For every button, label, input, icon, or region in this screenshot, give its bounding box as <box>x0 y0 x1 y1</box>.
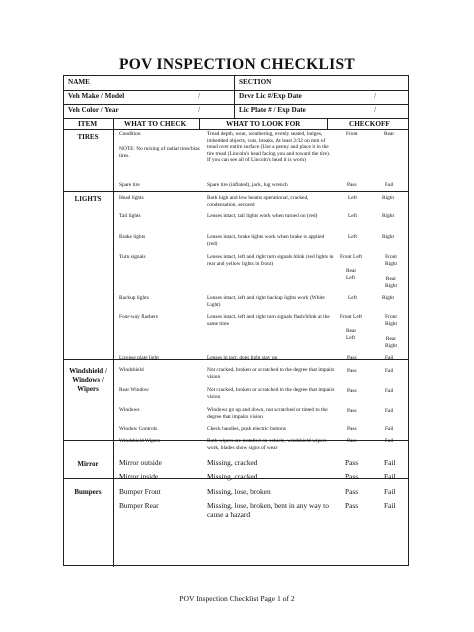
drvr-lic-label: Drvr Lic #/Exp Date <box>239 92 302 100</box>
look-turn-signals: Lenses intact, left and right turn signals blink (red lights in rear and yellow lights in front) <box>207 254 334 267</box>
item-mirror: Mirror <box>77 460 99 468</box>
wipers-pass[interactable]: Pass <box>347 438 357 444</box>
look-window-controls: Check handles, push electric buttons <box>207 426 286 432</box>
bumper-front-pass[interactable]: Pass <box>345 487 359 496</box>
veh-color-slash: / <box>198 106 200 114</box>
look-bumper-rear: Missing, lose, broken, bent in any way to cause a hazard <box>207 501 329 519</box>
check-windshield: Windshield <box>119 367 144 373</box>
item-lights: LIGHTS <box>74 195 102 203</box>
check-tail-lights: Tail lights <box>119 213 141 219</box>
look-windshield-wipers: Both wipers are installed on vehicle, windshield wipers work, blades show signs of wear <box>207 438 327 451</box>
look-head-lights: Both high and low beams operational, cracked, condensation, secured <box>207 195 309 208</box>
look-license-plate-light: Lenses in tact, does light stay on <box>207 355 278 361</box>
turn-front-right[interactable]: Front Right <box>385 254 397 267</box>
check-head-lights: Head lights <box>119 195 144 201</box>
brake-left[interactable]: Left <box>348 234 357 240</box>
check-backup-lights: Backup lights <box>119 295 149 301</box>
look-windshield: Not cracked, broken or scratched to the degree that impairs vision <box>207 367 335 380</box>
check-rear-window: Rear Window <box>119 387 149 393</box>
controls-pass[interactable]: Pass <box>347 426 357 432</box>
tail-left[interactable]: Left <box>348 213 357 219</box>
check-tires-note: NOTE: No mixing of radial tires/bias tires. <box>119 146 200 159</box>
mirror-outside-pass[interactable]: Pass <box>345 458 359 467</box>
windshield-fail[interactable]: Fail <box>385 368 394 374</box>
plate-pass[interactable]: Pass <box>347 355 357 361</box>
look-tires: Tread depth, wear, weathering, evenly seated, bulges, imbedded objects, cuts, breaks. At least 2/32 on mm of tread over entire surface (Use a penny and place it in the tire tread (Lincoln's head facing you and toward the tire). If you can see all of Lincoln's head it is worn) <box>207 131 331 164</box>
spare-pass[interactable]: Pass <box>347 182 357 188</box>
check-windows: Windows <box>119 407 140 413</box>
check-bumper-front: Bumper Front <box>119 487 161 496</box>
rear-window-pass[interactable]: Pass <box>347 388 357 394</box>
flashers-rear-left[interactable]: Rear Left <box>346 328 357 341</box>
check-four-way-flashers: Four-way flashers <box>119 314 158 320</box>
name-label: NAME <box>68 78 90 86</box>
look-four-way-flashers: Lenses intact, left and right turn signals flash/blink at the same time <box>207 314 330 327</box>
check-windshield-wipers: Windshield Wipers <box>119 438 161 444</box>
col-checkoff: CHECKOFF <box>349 120 390 128</box>
check-mirror-outside: Mirror outside <box>119 458 162 467</box>
look-backup-lights: Lenses intact, left and right backup lights work (White Light) <box>207 295 325 308</box>
look-mirror-inside: Missing, cracked <box>207 472 258 481</box>
backup-right[interactable]: Right <box>382 295 394 301</box>
head-right[interactable]: Right <box>382 195 394 201</box>
head-left[interactable]: Left <box>348 195 357 201</box>
flashers-front-right[interactable]: Front Right <box>385 314 397 327</box>
check-condition: Condition <box>119 131 141 137</box>
bumper-rear-pass[interactable]: Pass <box>345 501 359 510</box>
bumper-rear-fail[interactable]: Fail <box>384 501 396 510</box>
flashers-rear-right[interactable]: Rear Right <box>385 336 397 349</box>
turn-rear-right[interactable]: Rear Right <box>385 276 397 289</box>
item-bumpers: Bumpers <box>74 488 102 496</box>
col-what-check: WHAT TO CHECK <box>124 120 187 128</box>
windows-fail[interactable]: Fail <box>385 408 394 414</box>
look-mirror-outside: Missing, cracked <box>207 458 258 467</box>
tires-front[interactable]: Front <box>346 131 358 137</box>
plate-fail[interactable]: Fail <box>385 355 394 361</box>
look-spare: Spare tire (inflated), jack, lug wrench <box>207 182 288 188</box>
brake-right[interactable]: Right <box>382 234 394 240</box>
look-rear-window: Not cracked, broken or scratched to the degree that impairs vision <box>207 387 335 400</box>
rear-window-fail[interactable]: Fail <box>385 388 394 394</box>
mirror-inside-pass[interactable]: Pass <box>345 472 359 481</box>
page-title: POV INSPECTION CHECKLIST <box>118 56 356 73</box>
item-windshield: Windshield / Windows / Wipers <box>69 367 107 393</box>
check-bumper-rear: Bumper Rear <box>119 501 159 510</box>
wipers-fail[interactable]: Fail <box>385 438 394 444</box>
backup-left[interactable]: Left <box>348 295 357 301</box>
flashers-front-left[interactable]: Front Left <box>340 314 363 320</box>
mirror-outside-fail[interactable]: Fail <box>384 458 396 467</box>
col-what-look: WHAT TO LOOK FOR <box>226 120 301 128</box>
look-brake-lights: Lenses intact, brake lights work when brake is applied (red) <box>207 234 325 247</box>
windshield-pass[interactable]: Pass <box>347 368 357 374</box>
check-turn-signals: Turn signals <box>119 254 146 260</box>
veh-make-slash: / <box>198 92 200 100</box>
col-item: ITEM <box>78 120 98 128</box>
look-bumper-front: Missing, lose, broken <box>207 487 271 496</box>
bumper-front-fail[interactable]: Fail <box>384 487 396 496</box>
check-spare: Spare tire <box>119 182 140 188</box>
tires-rear[interactable]: Rear <box>384 131 395 137</box>
look-windows: Windows go up and down, not scratched or tinted to the degree that impairs vision <box>207 407 328 420</box>
mirror-inside-fail[interactable]: Fail <box>384 472 396 481</box>
check-window-controls: Window Controls <box>119 426 158 432</box>
section-label: SECTION <box>239 78 272 86</box>
item-tires: TIRES <box>77 133 99 141</box>
page-footer: POV Inspection Checklist Page 1 of 2 <box>179 594 295 603</box>
turn-rear-left[interactable]: Rear Left <box>346 268 357 281</box>
lic-plate-slash: / <box>374 106 376 114</box>
check-mirror-inside: Mirror inside <box>119 472 159 481</box>
veh-make-label: Veh Make / Model <box>68 92 125 100</box>
check-license-plate-light: License plate light <box>119 355 159 361</box>
look-tail-lights: Lenses intact, tail lights work when turned on (red) <box>207 213 318 219</box>
veh-color-label: Veh Color / Year <box>68 106 119 114</box>
controls-fail[interactable]: Fail <box>385 426 394 432</box>
drvr-lic-slash: / <box>374 92 376 100</box>
spare-fail[interactable]: Fail <box>385 182 394 188</box>
windows-pass[interactable]: Pass <box>347 408 357 414</box>
tail-right[interactable]: Right <box>382 213 394 219</box>
turn-front-left[interactable]: Front Left <box>340 254 363 260</box>
check-brake-lights: Brake lights <box>119 234 146 240</box>
lic-plate-label: Lic Plate # / Exp Date <box>239 106 306 114</box>
